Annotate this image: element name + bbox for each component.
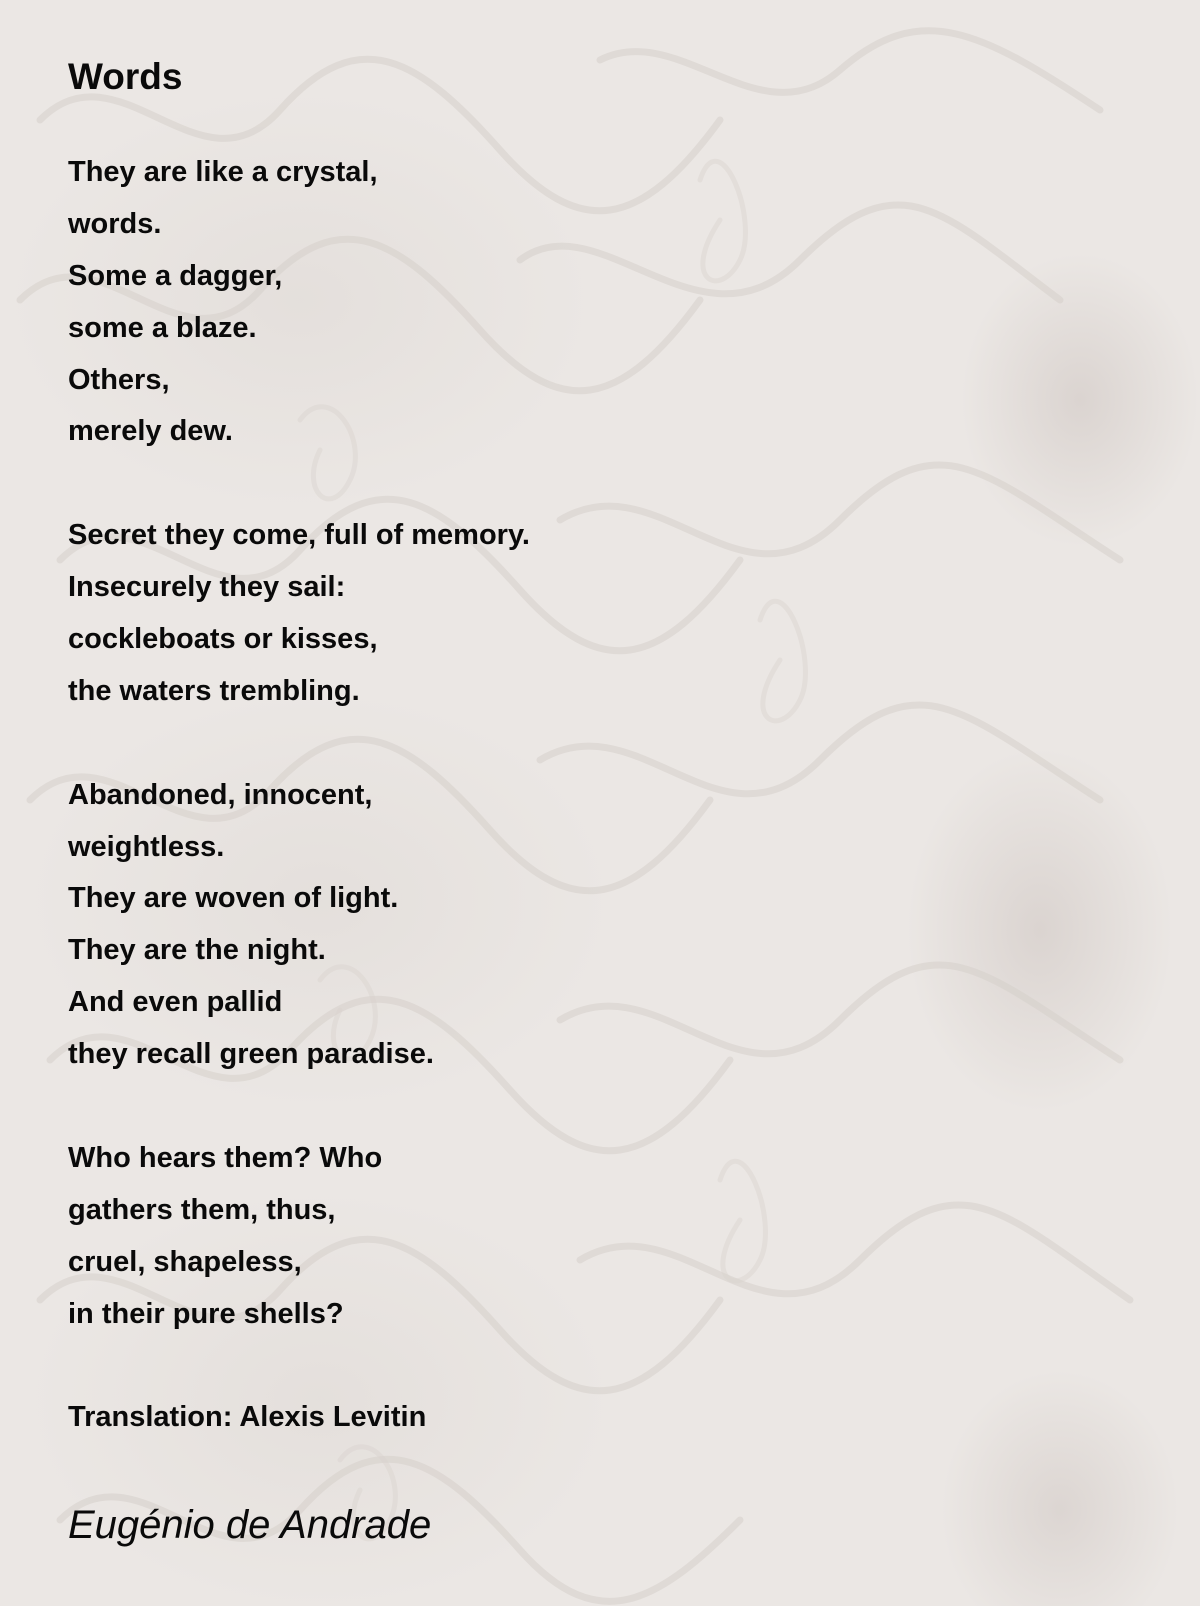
poem-line: they recall green paradise. — [68, 1038, 434, 1071]
poem-line: Secret they come, full of memory. — [68, 519, 530, 552]
poem-line: cruel, shapeless, — [68, 1245, 302, 1278]
stanza-2 — [68, 510, 1128, 718]
poem-line: Some a dagger, — [68, 259, 283, 292]
stanza-3 — [68, 770, 1128, 1081]
poem-line: They are like a crystal, — [68, 156, 378, 188]
stanza-break — [68, 1081, 1128, 1133]
stanza-1 — [68, 147, 1128, 458]
poem-line: Others, — [68, 363, 170, 396]
poem-line: Abandoned, innocent, — [68, 778, 373, 811]
stanza-break — [68, 458, 1128, 510]
poem-line: gathers them, thus, — [68, 1193, 336, 1226]
stanza-break — [68, 718, 1128, 770]
poem-line: Insecurely they sail: — [68, 571, 346, 604]
poem-line: weightless. — [68, 830, 225, 863]
translation-credit: Translation: Alexis Levitin — [68, 1401, 427, 1434]
poem-title: Words — [68, 56, 183, 97]
author-name: Eugénio de Andrade — [68, 1503, 432, 1548]
poem-line: Who hears them? Who — [68, 1141, 383, 1174]
poem-line: They are woven of light. — [68, 882, 399, 915]
poem-line: merely dew. — [68, 415, 233, 448]
poem-line: And even pallid — [68, 986, 283, 1019]
poem-line: words. — [68, 207, 162, 240]
poem-line: in their pure shells? — [68, 1297, 344, 1330]
poem-line: They are the night. — [68, 934, 326, 967]
poem-body — [68, 147, 1128, 1444]
stanza-break — [68, 1340, 1128, 1392]
poem-line: some a blaze. — [68, 311, 257, 344]
poem-line: cockleboats or kisses, — [68, 623, 378, 656]
stanza-4 — [68, 1133, 1128, 1341]
poem-container — [68, 50, 1128, 1550]
poem-line: the waters trembling. — [68, 674, 360, 707]
